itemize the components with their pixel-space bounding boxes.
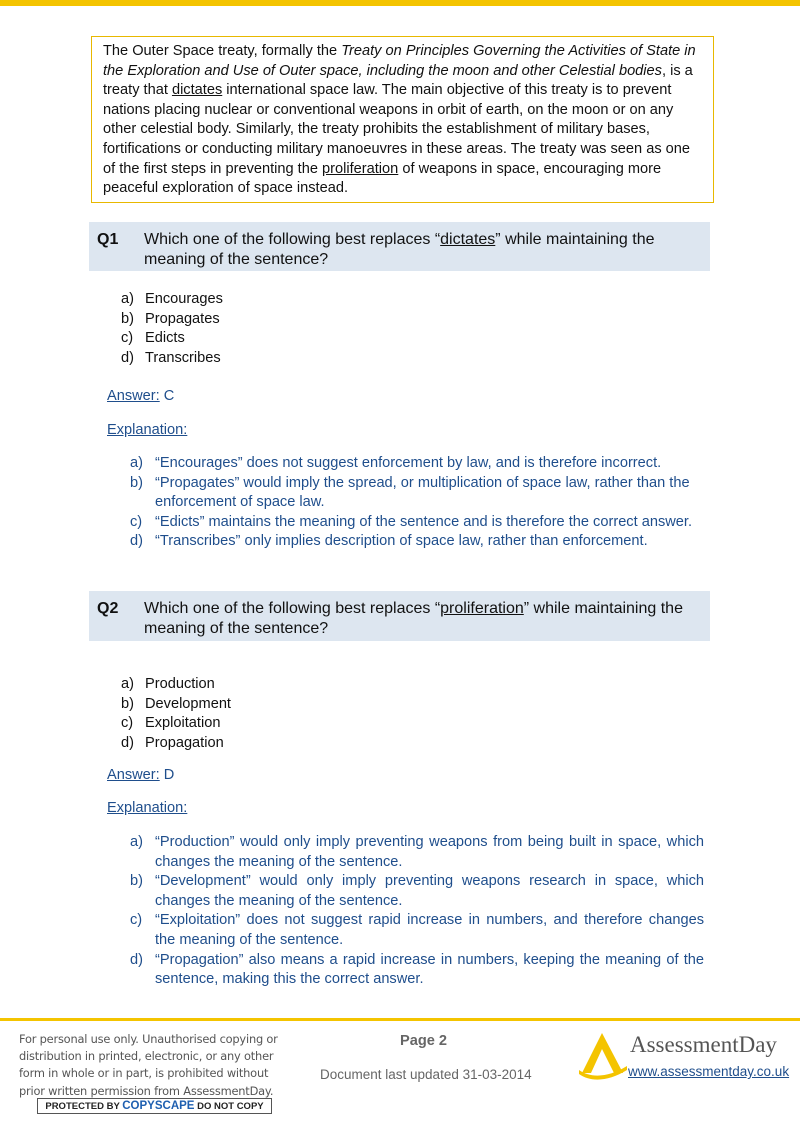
question-1-text-before: Which one of the following best replaces “	[144, 231, 441, 248]
option-text: Transcribes	[145, 349, 221, 366]
footer-divider	[0, 1018, 800, 1021]
document-updated: Document last updated 31-03-2014	[320, 1067, 532, 1082]
option-letter: c)	[121, 330, 134, 347]
explanation-text: “Production” would only imply preventing weapons from being built in space, which changes the meaning of the sentence.	[155, 834, 704, 870]
question-1-answer	[107, 388, 174, 404]
option-text: Edicts	[145, 330, 185, 347]
option-item	[121, 734, 231, 754]
option-item	[121, 329, 223, 349]
option-letter: d)	[121, 349, 134, 366]
explanation-letter: c)	[130, 912, 143, 929]
explanation-text: “Edicts” maintains the meaning of the sentence and is therefore the correct answer.	[155, 513, 693, 530]
copyscape-post: DO NOT COPY	[194, 1101, 264, 1112]
option-letter: a)	[121, 291, 134, 307]
question-1-explanation-heading: Explanation:	[107, 422, 188, 438]
explanation-text: “Encourages” does not suggest enforcement by law, and is therefore incorrect.	[155, 455, 662, 471]
option-text: Development	[145, 695, 231, 712]
logo-text: AssessmentDay	[630, 1032, 777, 1057]
question-1-box	[89, 222, 710, 271]
question-2-text-after: ” while maintaining the meaning of the sentence?	[144, 600, 683, 637]
explanation-item	[130, 951, 704, 990]
question-2-text	[144, 599, 700, 638]
copyscape-badge[interactable]	[37, 1098, 272, 1114]
explanation-letter: d)	[130, 951, 143, 968]
explanation-item	[130, 532, 704, 552]
explanation-letter: a)	[130, 834, 143, 850]
option-text: Propagation	[145, 734, 224, 751]
explanation-item	[130, 833, 704, 872]
explanation-item	[130, 911, 704, 950]
option-item	[121, 290, 223, 310]
question-2-text-before: Which one of the following best replaces “	[144, 600, 441, 617]
footer-disclaimer: For personal use only. Unauthorised copying or distribution in printed, electronic, or any other form in whole or in part, is prohibited without prior written permission from AssessmentDay.	[19, 1032, 278, 1098]
explanation-text: “Propagation” also means a rapid increase in numbers, keeping the meaning of the sentence, making this the correct answer.	[155, 951, 704, 988]
passage-intro: The Outer Space treaty, formally the	[103, 43, 342, 59]
explanation-letter: d)	[130, 533, 143, 550]
question-2-word: proliferation	[440, 600, 524, 617]
explanation-item	[130, 513, 704, 533]
question-1-explanations	[130, 454, 704, 552]
page-number: Page 2	[400, 1033, 448, 1049]
question-2-answer	[107, 767, 174, 783]
passage-part3: international space law. The main objective of this treaty is to prevent nations placing nuclear or conventional weapons in orbit of earth, on the moon or on any other celestial body. Similarly, the treaty prohibits the establishment of military bases, fortifications or conducting military manoeuvres in these areas. The treaty was seen as one of the first steps in preventing the	[103, 82, 691, 177]
option-item	[121, 349, 223, 369]
option-text: Encourages	[145, 291, 223, 307]
passage-part2: , is a treaty that	[103, 62, 693, 99]
option-item	[121, 714, 231, 734]
website-link[interactable]: www.assessmentday.co.uk	[628, 1064, 790, 1079]
explanation-item	[130, 474, 704, 513]
passage-box	[91, 36, 714, 203]
explanation-letter: b)	[130, 474, 143, 491]
explanation-item	[130, 454, 704, 474]
option-letter: a)	[121, 676, 134, 692]
option-item	[121, 310, 223, 330]
question-1-number: Q1	[97, 231, 119, 248]
question-2-explanations	[130, 833, 704, 990]
copyscape-brand: COPYSCAPE	[122, 1100, 195, 1112]
explanation-letter: c)	[130, 513, 143, 530]
question-1-options	[121, 290, 223, 368]
question-2-options	[121, 675, 231, 753]
answer-label: Answer:	[107, 767, 160, 783]
option-item	[121, 695, 231, 715]
answer-value: D	[159, 767, 175, 783]
explanation-item	[130, 872, 704, 911]
copyscape-pre: PROTECTED BY	[45, 1101, 123, 1112]
option-text: Propagates	[145, 310, 220, 327]
passage-part4: of weapons in space, encouraging more peaceful exploration of space instead.	[103, 160, 662, 197]
option-letter: b)	[121, 310, 134, 327]
passage-formal-name: Treaty on Principles Governing the Activities of State in the Exploration and Use of Outer space, including the moon and other Celestial bodies	[103, 43, 696, 79]
explanation-text: “Transcribes” only implies description of space law, rather than enforcement.	[155, 533, 648, 550]
option-item	[121, 675, 231, 695]
option-letter: c)	[121, 715, 134, 732]
question-2-number: Q2	[97, 600, 119, 617]
explanation-text: “Exploitation” does not suggest rapid increase in numbers, and therefore changes the meaning of the sentence.	[155, 912, 704, 948]
option-text: Exploitation	[145, 715, 221, 732]
explanation-letter: b)	[130, 873, 143, 890]
answer-value: C	[159, 388, 175, 404]
explanation-letter: a)	[130, 455, 143, 471]
question-1-text-after: ” while maintaining the meaning of the sentence?	[144, 231, 655, 268]
assessmentday-logo-icon	[578, 1030, 628, 1082]
answer-label: Answer:	[107, 388, 160, 404]
question-1-word: dictates	[440, 231, 496, 248]
option-letter: d)	[121, 734, 134, 751]
question-2-box	[89, 591, 710, 641]
passage-word-proliferation: proliferation	[322, 160, 399, 177]
option-letter: b)	[121, 695, 134, 712]
option-text: Production	[145, 676, 215, 692]
explanation-text: “Propagates” would imply the spread, or multiplication of space law, rather than the enforcement of space law.	[155, 474, 690, 511]
question-1-text	[144, 230, 700, 269]
passage-word-dictates: dictates	[171, 82, 223, 99]
explanation-text: “Development” would only imply preventing weapons research in space, which changes the meaning of the sentence.	[155, 873, 704, 909]
top-accent-bar	[0, 0, 800, 6]
question-2-explanation-heading: Explanation:	[107, 800, 188, 816]
